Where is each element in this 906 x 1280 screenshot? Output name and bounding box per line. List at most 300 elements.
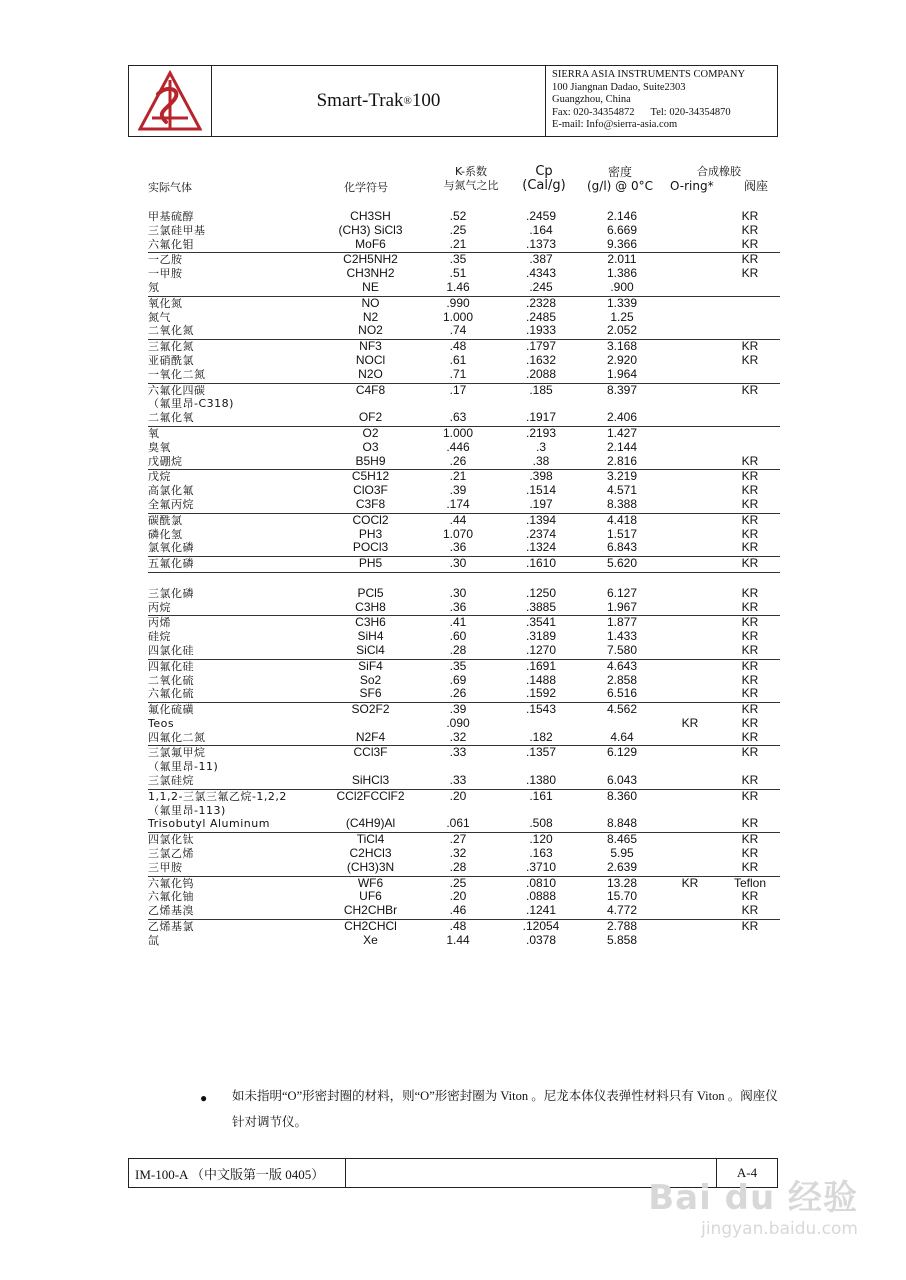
k-factor: .28 bbox=[449, 642, 467, 657]
k-factor: 1.46 bbox=[446, 279, 470, 294]
gas-name: 亚硝酰氯 bbox=[148, 353, 194, 367]
chemical-symbol: PH5 bbox=[358, 556, 383, 571]
seat-material bbox=[720, 311, 780, 325]
footnote-text: 如未指明“O”形密封圈的材料，则“O”形密封圈为 Viton 。尼龙本体仪表弹性材料只有 Viton 。阀座仪针对调节仪。 bbox=[232, 1089, 778, 1129]
header-seat: 阀座 bbox=[743, 179, 768, 193]
k-factor: .20 bbox=[449, 889, 467, 904]
oring-material bbox=[660, 411, 720, 425]
density: .900 bbox=[610, 279, 634, 294]
table-group bbox=[148, 557, 780, 573]
gas-name: 四氯化硅 bbox=[148, 643, 194, 657]
density: 6.669 bbox=[606, 222, 638, 237]
table-row bbox=[148, 397, 780, 411]
chemical-symbol: SiHCl3 bbox=[351, 773, 390, 788]
oring-material bbox=[660, 541, 720, 555]
k-factor: .27 bbox=[449, 832, 467, 847]
gas-name: 三氯化磷 bbox=[148, 586, 194, 600]
seat-material bbox=[720, 804, 780, 818]
chemical-symbol: CH2CHCl bbox=[344, 919, 397, 934]
gas-name: Teos bbox=[148, 716, 175, 730]
cp-value: .1250 bbox=[525, 585, 557, 600]
cp-value: .1357 bbox=[525, 745, 557, 760]
density: 1.877 bbox=[606, 615, 638, 630]
density: 8.388 bbox=[606, 496, 638, 511]
oring-material bbox=[660, 397, 720, 411]
chemical-symbol: NO2 bbox=[358, 323, 383, 338]
cp-value: .3541 bbox=[525, 615, 557, 630]
table-row bbox=[148, 484, 780, 498]
k-factor: .32 bbox=[449, 729, 467, 744]
table-row bbox=[148, 703, 780, 717]
oring-material bbox=[660, 630, 720, 644]
oring-material bbox=[660, 427, 720, 441]
table-row bbox=[148, 427, 780, 441]
oring-material bbox=[660, 847, 720, 861]
document-header bbox=[128, 65, 778, 137]
cp-value: .12054 bbox=[522, 919, 560, 934]
seat-material: KR bbox=[741, 526, 759, 541]
table-body bbox=[148, 210, 780, 949]
cp-value: .3189 bbox=[525, 629, 557, 644]
table-row bbox=[148, 354, 780, 368]
bullet-icon: ● bbox=[200, 1091, 208, 1105]
table-row bbox=[148, 324, 780, 338]
k-factor bbox=[418, 573, 498, 587]
chemical-symbol: NO bbox=[361, 295, 380, 310]
density: 6.129 bbox=[606, 745, 638, 760]
density: 2.011 bbox=[607, 252, 637, 267]
gas-name: 四氯化钛 bbox=[148, 833, 194, 847]
cp-value: .161 bbox=[529, 788, 553, 803]
chemical-symbol bbox=[323, 717, 418, 731]
k-factor: .46 bbox=[449, 903, 467, 918]
oring-material bbox=[660, 674, 720, 688]
density: 4.562 bbox=[606, 702, 638, 717]
header-rubber-sub bbox=[664, 179, 774, 193]
seat-material: KR bbox=[741, 702, 759, 717]
header-k-factor bbox=[426, 165, 516, 193]
header-cp-line1: Cp bbox=[535, 164, 553, 179]
gas-name: 氧 bbox=[148, 426, 160, 440]
k-factor: .17 bbox=[449, 382, 467, 397]
cp-value: .3 bbox=[535, 439, 546, 454]
table-row bbox=[148, 833, 780, 847]
oring-material: KR bbox=[681, 715, 699, 730]
chemical-symbol: WF6 bbox=[357, 875, 384, 890]
chemical-symbol: CH2CHBr bbox=[343, 903, 398, 918]
density: 6.843 bbox=[606, 540, 638, 555]
k-factor: .25 bbox=[449, 875, 467, 890]
k-factor: 1.44 bbox=[446, 932, 470, 947]
oring-material bbox=[660, 731, 720, 745]
oring-material bbox=[660, 601, 720, 615]
gas-name: 六氟化钨 bbox=[148, 876, 194, 890]
seat-material: KR bbox=[741, 209, 759, 223]
chemical-symbol: CH3NH2 bbox=[346, 266, 395, 281]
chemical-symbol: SiCl4 bbox=[356, 642, 385, 657]
gas-name: 甲基硫醇 bbox=[148, 210, 194, 223]
k-factor: .44 bbox=[449, 512, 467, 527]
product-name: Smart-Trak bbox=[316, 90, 404, 111]
seat-material: KR bbox=[741, 859, 759, 874]
chemical-symbol bbox=[323, 573, 418, 587]
table-row bbox=[148, 920, 780, 934]
seat-material bbox=[720, 368, 780, 382]
table-row bbox=[148, 267, 780, 281]
company-name: SIERRA ASIA INSTRUMENTS COMPANY bbox=[552, 69, 746, 80]
table-group bbox=[148, 210, 780, 253]
oring-material bbox=[660, 340, 720, 354]
k-factor: .174 bbox=[446, 496, 470, 511]
k-factor: .51 bbox=[449, 266, 467, 281]
k-factor: .48 bbox=[449, 919, 467, 934]
table-row bbox=[148, 644, 780, 658]
header-density-line2: (g/l) @ 0°C bbox=[587, 179, 653, 193]
chemical-symbol: SiF4 bbox=[358, 658, 383, 673]
table-row bbox=[148, 210, 780, 224]
cp-value bbox=[498, 804, 584, 818]
table-group bbox=[148, 253, 780, 296]
oring-material bbox=[660, 587, 720, 601]
gas-name: 高氯化氟 bbox=[148, 484, 194, 498]
gas-name: 四氟化硅 bbox=[148, 659, 194, 673]
k-factor: .061 bbox=[446, 816, 470, 831]
chemical-symbol: PH3 bbox=[358, 526, 383, 541]
k-factor: .60 bbox=[449, 629, 467, 644]
gas-name: 氮气 bbox=[148, 310, 171, 324]
seat-material: KR bbox=[741, 352, 759, 367]
oring-material bbox=[660, 644, 720, 658]
table-group bbox=[148, 703, 780, 746]
k-factor bbox=[418, 397, 498, 411]
seat-material: KR bbox=[741, 642, 759, 657]
k-factor: .48 bbox=[449, 339, 467, 354]
oring-material bbox=[660, 238, 720, 252]
table-row bbox=[148, 774, 780, 788]
seat-material: KR bbox=[741, 773, 759, 788]
gas-name: 戊硼烷 bbox=[148, 454, 183, 468]
chemical-symbol: CCl2FCClF2 bbox=[336, 788, 405, 803]
gas-name: 五氟化磷 bbox=[148, 557, 194, 571]
density: 4.418 bbox=[606, 512, 638, 527]
k-factor: .35 bbox=[449, 658, 467, 673]
gas-name: 三甲胺 bbox=[148, 860, 183, 874]
table-row bbox=[148, 904, 780, 918]
oring-material bbox=[660, 804, 720, 818]
oring-material bbox=[660, 354, 720, 368]
table-row bbox=[148, 514, 780, 528]
k-factor: .39 bbox=[449, 702, 467, 717]
company-tel: Tel: 020-34354870 bbox=[650, 106, 731, 118]
density: 2.406 bbox=[606, 410, 638, 425]
table-row bbox=[148, 717, 780, 731]
chemical-symbol: COCl2 bbox=[352, 512, 389, 527]
cp-value: .1543 bbox=[525, 702, 557, 717]
cp-value: .182 bbox=[529, 729, 553, 744]
table-row bbox=[148, 790, 780, 804]
k-factor: .74 bbox=[449, 323, 467, 338]
density: 5.95 bbox=[610, 846, 634, 861]
gas-name: 三氯硅甲基 bbox=[148, 223, 206, 237]
gas-name: 四氟化二氮 bbox=[148, 730, 206, 744]
header-cp-line2: (Cal/g) bbox=[522, 178, 566, 193]
chemical-symbol: NOCl bbox=[355, 352, 386, 367]
k-factor: .21 bbox=[449, 236, 467, 251]
chemical-symbol: C3F8 bbox=[355, 496, 386, 511]
cp-value: .1380 bbox=[525, 773, 557, 788]
cp-value: .387 bbox=[529, 252, 553, 267]
gas-name: 三氯乙烯 bbox=[148, 847, 194, 861]
seat-material: KR bbox=[741, 252, 759, 267]
k-factor: .41 bbox=[449, 615, 467, 630]
oring-material bbox=[660, 660, 720, 674]
oring-material bbox=[660, 528, 720, 542]
cp-value: .2374 bbox=[525, 526, 557, 541]
density bbox=[584, 760, 660, 774]
seat-material: KR bbox=[741, 816, 759, 831]
density: 2.639 bbox=[606, 859, 638, 874]
seat-material bbox=[720, 760, 780, 774]
chemical-symbol: (CH3)3N bbox=[346, 859, 395, 874]
cp-value: .1324 bbox=[525, 540, 557, 555]
cp-value bbox=[498, 760, 584, 774]
gas-name: （氟里昂-11) bbox=[148, 760, 219, 774]
page-number: A-4 bbox=[736, 1165, 758, 1180]
oring-material bbox=[660, 224, 720, 238]
chemical-symbol: POCl3 bbox=[352, 540, 389, 555]
gas-name: 硅烷 bbox=[148, 630, 171, 644]
registered-mark: ® bbox=[403, 95, 412, 107]
table-row bbox=[148, 731, 780, 745]
table-group bbox=[148, 616, 780, 659]
table-row bbox=[148, 281, 780, 295]
table-row bbox=[148, 238, 780, 252]
chemical-symbol: N2 bbox=[362, 309, 379, 324]
gas-name: 六氟化钼 bbox=[148, 237, 194, 251]
k-factor: .33 bbox=[449, 773, 467, 788]
cp-value bbox=[498, 397, 584, 411]
cp-value: .185 bbox=[529, 382, 553, 397]
table-group bbox=[148, 746, 780, 789]
seat-material: KR bbox=[741, 222, 759, 237]
chemical-symbol: NF3 bbox=[359, 339, 382, 354]
chemical-symbol bbox=[323, 760, 418, 774]
k-factor: .090 bbox=[446, 715, 470, 730]
k-factor: .36 bbox=[449, 599, 467, 614]
gas-name: 一甲胺 bbox=[148, 267, 183, 281]
table-row bbox=[148, 368, 780, 382]
chemical-symbol: PCl5 bbox=[357, 585, 384, 600]
oring-material bbox=[660, 484, 720, 498]
seat-material bbox=[720, 324, 780, 338]
header-symbol: 化学符号 bbox=[344, 181, 388, 194]
table-header bbox=[148, 160, 780, 200]
density bbox=[584, 804, 660, 818]
density: 3.168 bbox=[606, 339, 638, 354]
seat-material bbox=[720, 934, 780, 948]
seat-material: KR bbox=[741, 540, 759, 555]
seat-material: KR bbox=[741, 236, 759, 251]
density: 1.427 bbox=[606, 425, 638, 440]
seat-material bbox=[720, 281, 780, 295]
table-group bbox=[148, 384, 780, 427]
cp-value: .0378 bbox=[525, 932, 557, 947]
density: 6.043 bbox=[606, 773, 638, 788]
chemical-symbol: SO2F2 bbox=[351, 702, 390, 717]
gas-name: 二氟化氧 bbox=[148, 411, 194, 425]
oring-material bbox=[660, 746, 720, 760]
company-fax: Fax: 020-34354872 bbox=[552, 106, 635, 118]
chemical-symbol: Xe bbox=[363, 932, 378, 947]
density: 3.219 bbox=[606, 469, 638, 484]
oring-material bbox=[660, 324, 720, 338]
watermark-logo: Bai du 经验 bbox=[648, 1178, 858, 1218]
density: 8.848 bbox=[606, 816, 638, 831]
oring-material bbox=[660, 470, 720, 484]
table-row bbox=[148, 817, 780, 831]
gas-name: 一乙胺 bbox=[148, 253, 183, 267]
seat-material: KR bbox=[741, 658, 759, 673]
seat-material: KR bbox=[741, 745, 759, 760]
oring-material: KR bbox=[681, 875, 699, 890]
table-group bbox=[148, 660, 780, 703]
gas-name bbox=[148, 573, 323, 587]
cp-value bbox=[498, 717, 584, 731]
header-rubber bbox=[664, 165, 774, 193]
oring-material bbox=[660, 833, 720, 847]
table-row bbox=[148, 557, 780, 571]
gas-name: 氖 bbox=[148, 280, 160, 294]
header-rubber-title: 合成橡胶 bbox=[697, 165, 741, 178]
chemical-symbol: So2 bbox=[359, 672, 382, 687]
gas-name: 乙烯基溴 bbox=[148, 904, 194, 918]
cp-value: .1797 bbox=[525, 339, 557, 354]
table-row bbox=[148, 804, 780, 818]
cp-value: .1488 bbox=[525, 672, 557, 687]
density bbox=[584, 717, 660, 731]
table-row bbox=[148, 441, 780, 455]
table-group bbox=[148, 297, 780, 340]
oring-material bbox=[660, 687, 720, 701]
cp-value: .1241 bbox=[525, 903, 557, 918]
k-factor: .30 bbox=[449, 556, 467, 571]
seat-material: KR bbox=[741, 846, 759, 861]
chemical-symbol: C3H6 bbox=[355, 615, 386, 630]
gas-name: 六氟化铀 bbox=[148, 890, 194, 904]
density: 5.858 bbox=[606, 932, 638, 947]
table-row bbox=[148, 616, 780, 630]
density: 1.339 bbox=[606, 295, 638, 310]
cp-value: .508 bbox=[529, 816, 553, 831]
seat-material: Teflon bbox=[733, 875, 767, 890]
oring-material bbox=[660, 817, 720, 831]
oring-material bbox=[660, 616, 720, 630]
oring-material bbox=[660, 455, 720, 469]
gas-name: 二氧化硫 bbox=[148, 673, 194, 687]
logo-cell bbox=[129, 66, 212, 136]
k-factor: .26 bbox=[449, 686, 467, 701]
cp-value: .38 bbox=[532, 453, 550, 468]
table-row bbox=[148, 528, 780, 542]
oring-material bbox=[660, 441, 720, 455]
seat-material: KR bbox=[741, 629, 759, 644]
seat-material: KR bbox=[741, 382, 759, 397]
k-factor: 1.070 bbox=[442, 526, 474, 541]
k-factor: 1.000 bbox=[442, 309, 474, 324]
chemical-symbol: TiCl4 bbox=[356, 832, 385, 847]
chemical-symbol: (C4H9)Al bbox=[345, 816, 396, 831]
table-row bbox=[148, 470, 780, 484]
cp-value: .398 bbox=[529, 469, 553, 484]
table-row bbox=[148, 224, 780, 238]
oring-material bbox=[660, 703, 720, 717]
table-row bbox=[148, 847, 780, 861]
k-factor: .25 bbox=[449, 222, 467, 237]
cp-value: .2193 bbox=[525, 425, 557, 440]
table-row bbox=[148, 861, 780, 875]
table-row bbox=[148, 411, 780, 425]
chemical-symbol: SF6 bbox=[359, 686, 382, 701]
chemical-symbol: MoF6 bbox=[355, 236, 386, 251]
density: 4.643 bbox=[606, 658, 638, 673]
k-factor bbox=[418, 804, 498, 818]
company-address: 100 Jiangnan Dadao, Suite2303 bbox=[552, 81, 686, 93]
gas-name: 六氟化四碳 bbox=[148, 383, 206, 397]
header-density-line1: 密度 bbox=[607, 165, 632, 179]
density: 6.127 bbox=[606, 585, 638, 600]
density: 1.25 bbox=[610, 309, 634, 324]
k-factor: .52 bbox=[449, 209, 467, 223]
table-row bbox=[148, 687, 780, 701]
k-factor: .63 bbox=[449, 410, 467, 425]
seat-material: KR bbox=[741, 266, 759, 281]
seat-material bbox=[720, 427, 780, 441]
density: 6.516 bbox=[606, 686, 638, 701]
density: 2.920 bbox=[606, 352, 638, 367]
product-model: 100 bbox=[411, 90, 441, 111]
seat-material bbox=[720, 573, 780, 587]
density: 1.964 bbox=[606, 366, 638, 381]
table-row bbox=[148, 934, 780, 948]
table-row bbox=[148, 587, 780, 601]
footnote bbox=[200, 1083, 790, 1135]
cp-value: .1691 bbox=[525, 658, 557, 673]
cp-value: .0810 bbox=[525, 875, 557, 890]
header-gas: 实际气体 bbox=[148, 181, 192, 194]
oring-material bbox=[660, 934, 720, 948]
oring-material bbox=[660, 368, 720, 382]
table-group bbox=[148, 427, 780, 470]
gas-name: 氟化硫磺 bbox=[148, 703, 194, 717]
oring-material bbox=[660, 904, 720, 918]
seat-material: KR bbox=[741, 672, 759, 687]
density: 1.967 bbox=[606, 599, 638, 614]
cp-value: .1917 bbox=[525, 410, 557, 425]
k-factor: .36 bbox=[449, 540, 467, 555]
k-factor: .20 bbox=[449, 788, 467, 803]
seat-material: KR bbox=[741, 788, 759, 803]
cp-value: .1632 bbox=[525, 352, 557, 367]
cp-value bbox=[498, 573, 584, 587]
cp-value: .2088 bbox=[525, 366, 557, 381]
company-city: Guangzhou, China bbox=[552, 94, 631, 106]
header-k-line2: 与氮气之比 bbox=[443, 179, 499, 192]
gas-name: 碳酰氯 bbox=[148, 513, 183, 527]
density bbox=[584, 397, 660, 411]
gas-name: 二氧化氮 bbox=[148, 324, 194, 338]
oring-material bbox=[660, 253, 720, 267]
chemical-symbol: N2F4 bbox=[355, 729, 386, 744]
